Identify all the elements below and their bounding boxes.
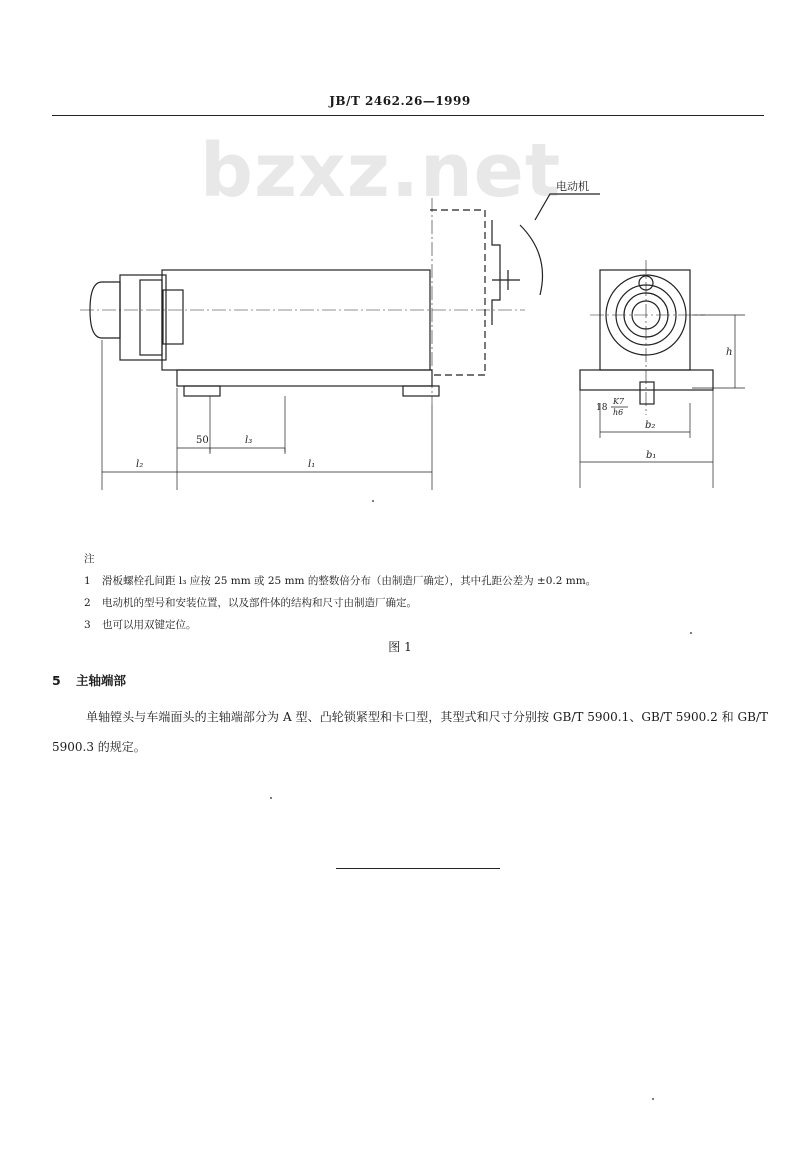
- fit-label-top: K7: [613, 397, 625, 406]
- notes-heading: 注: [84, 553, 95, 565]
- spindle-housing: [162, 270, 430, 370]
- section-title: 主轴端部: [76, 673, 127, 688]
- dim-label-50: 50: [196, 435, 209, 446]
- dim-label-h: h: [726, 347, 733, 358]
- note-item: 1 滑板螺栓孔间距 l₃ 应按 25 mm 或 25 mm 的整数倍分布（由制造厂确定），其中孔距公差为 ±0.2 mm。: [84, 575, 597, 587]
- centre-lines: [80, 198, 525, 405]
- standard-code: JB/T 2462.26—1999: [329, 94, 471, 108]
- extension-lines: [102, 340, 432, 490]
- front-dimension-lines: [580, 315, 735, 462]
- section-heading: [52, 671, 126, 689]
- base-foot-right: [403, 386, 439, 396]
- technical-drawing: [80, 170, 733, 510]
- front-base: [580, 370, 713, 390]
- dim-label-l2: l₂: [136, 459, 144, 470]
- scan-speck: [270, 797, 272, 799]
- figure-caption: 图 1: [388, 640, 412, 654]
- key-slot: [640, 382, 654, 404]
- figure-notes: [84, 548, 596, 636]
- base-foot-left: [184, 386, 220, 396]
- dim-label-l3: l₃: [245, 435, 253, 446]
- motor-detail: [492, 220, 520, 325]
- dim-label-l1: l₁: [308, 459, 316, 470]
- base-slide: [177, 370, 432, 386]
- fit-label-bottom: h6: [613, 408, 624, 417]
- spindle-flange: [120, 275, 166, 360]
- scan-speck: [652, 1098, 654, 1100]
- section-number: 5: [52, 673, 61, 688]
- scan-speck: [372, 500, 374, 502]
- fit-label: 18: [596, 403, 608, 413]
- front-view: [580, 260, 745, 488]
- scan-speck: [690, 632, 692, 634]
- end-rule: [336, 868, 500, 869]
- section-paragraph: 单轴镗头与车端面头的主轴端部分为 A 型、凸轮锁紧型和卡口型，其型式和尺寸分别按 GB/T 5900.1、GB/T 5900.2 和 GB/T 5900.3 的规定。: [52, 710, 768, 754]
- note-item: 3 也可以用双键定位。: [84, 619, 197, 631]
- watermark: bzxz.net: [200, 128, 562, 214]
- note-item: 2 电动机的型号和安装位置，以及部件体的结构和尺寸由制造厂确定。: [84, 597, 417, 609]
- motor-curve: [520, 225, 543, 295]
- dimension-lines: [102, 448, 432, 472]
- spindle-collar: [140, 280, 162, 355]
- side-view: [80, 194, 600, 490]
- callout-motor-label: 电动机: [556, 180, 589, 193]
- motor-outline: [430, 210, 485, 375]
- dim-label-b1: b₁: [646, 450, 657, 461]
- motor-leader: [535, 194, 600, 220]
- header-rule: [52, 115, 764, 116]
- dim-label-b2: b₂: [645, 420, 656, 431]
